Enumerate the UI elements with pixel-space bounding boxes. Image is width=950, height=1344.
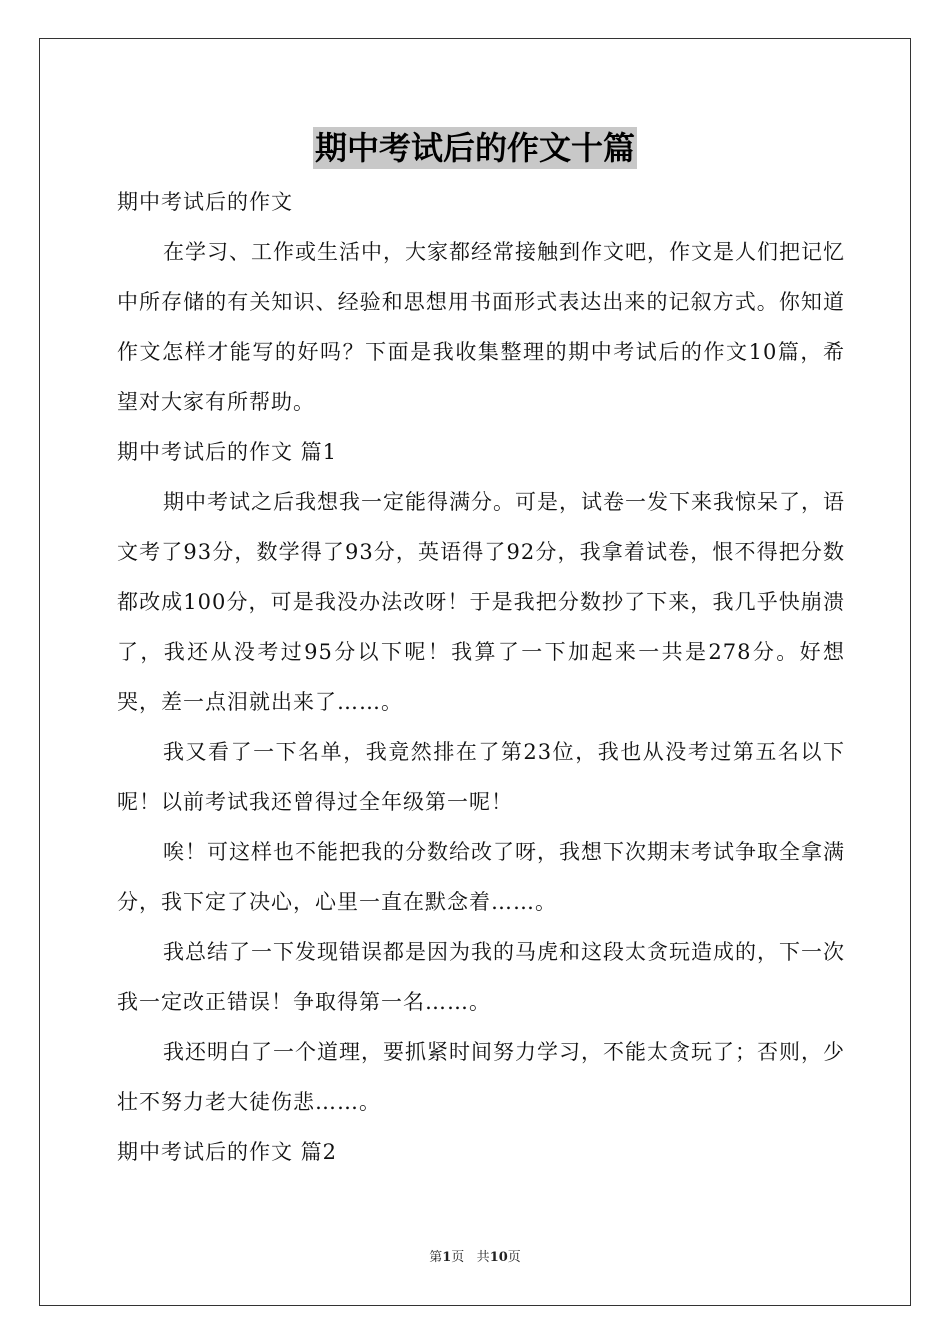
section-heading: 期中考试后的作文 篇1 <box>117 440 338 464</box>
body-paragraph: 唉！可这样也不能把我的分数给改了呀，我想下次期末考试争取全拿满分，我下定了决心，心里一直在默念着……。 <box>117 840 845 914</box>
page-prefix: 第 <box>429 1250 443 1265</box>
total-prefix: 共 <box>476 1250 490 1265</box>
page-suffix: 页 <box>451 1250 465 1265</box>
page-footer <box>0 1246 950 1265</box>
body-paragraph: 我总结了一下发现错误都是因为我的马虎和这段太贪玩造成的，下一次我一定改正错误！争取得第一名……。 <box>117 940 845 1014</box>
body-paragraph: 我又看了一下名单，我竟然排在了第23位，我也从没考过第五名以下呢！以前考试我还曾得过全年级第一呢！ <box>117 740 845 814</box>
document-title: 期中考试后的作文十篇 <box>314 129 635 167</box>
total-suffix: 页 <box>507 1250 521 1265</box>
body-paragraph: 我还明白了一个道理，要抓紧时间努力学习，不能太贪玩了；否则，少壮不努力老大徒伤悲……。 <box>117 1040 845 1114</box>
total-pages: 10 <box>489 1250 508 1265</box>
section-heading: 期中考试后的作文 篇2 <box>117 1140 338 1164</box>
body-paragraph: 期中考试之后我想我一定能得满分。可是，试卷一发下来我惊呆了，语文考了93分，数学得了93分，英语得了92分，我拿着试卷，恨不得把分数都改成100分，可是我没办法改呀！于是我把分数抄了下来，我几乎快崩溃了，我还从没考过95分以下呢！我算了一下加起来一共是278分。好想哭，差一点泪就出来了……。 <box>117 490 845 714</box>
document-body <box>117 177 845 1177</box>
section-heading: 期中考试后的作文 <box>117 190 293 214</box>
page-number: 1 <box>442 1250 452 1265</box>
title-container <box>0 127 950 169</box>
intro-paragraph: 在学习、工作或生活中，大家都经常接触到作文吧，作文是人们把记忆中所存储的有关知识、经验和思想用书面形式表达出来的记叙方式。你知道作文怎样才能写的好吗？下面是我收集整理的期中考试后的作文10篇，希望对大家有所帮助。 <box>117 240 845 414</box>
